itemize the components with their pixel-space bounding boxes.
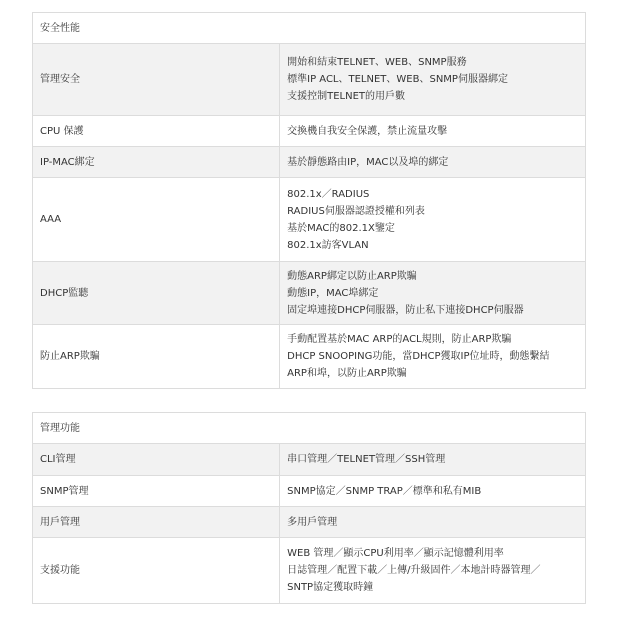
- value-line: 日誌管理／配置下載／上傳/升級固件／本地計時器管理／: [287, 565, 541, 576]
- security-spec-table: [32, 12, 586, 389]
- value-line: 動態ARP綁定以防止ARP欺騙: [287, 270, 417, 282]
- value-line: 多用戶管理: [287, 516, 338, 528]
- management-spec-table: [32, 412, 586, 604]
- table-row: [33, 476, 586, 507]
- value-line: WEB 管理／顯示CPU利用率／顯示記憶體利用率: [287, 548, 504, 559]
- value-line: 固定埠連接DHCP伺服器，防止私下連接DHCP伺服器: [287, 304, 524, 316]
- table-row: [33, 116, 586, 147]
- table-row: [33, 444, 586, 476]
- row-label: 支援功能: [33, 538, 280, 604]
- row-label: SNMP管理: [33, 476, 280, 507]
- row-value: [280, 507, 586, 538]
- row-label: CPU 保護: [33, 116, 280, 147]
- row-value: [280, 178, 586, 262]
- value-line: 支援控制TELNET的用戶數: [287, 91, 406, 102]
- row-value: [280, 538, 586, 604]
- value-line: DHCP SNOOPING功能，當DHCP獲取IP位址時，動態繫結: [287, 351, 550, 362]
- row-value: [280, 325, 586, 389]
- table-row: [33, 507, 586, 538]
- value-line: 標準IP ACL、TELNET、WEB、SNMP伺服器綁定: [287, 74, 508, 85]
- table-row: [33, 44, 586, 116]
- value-line: 交換機自我安全保護，禁止流量攻擊: [287, 125, 448, 137]
- value-line: 手動配置基於MAC ARP的ACL規則，防止ARP欺騙: [287, 334, 512, 345]
- row-value: [280, 262, 586, 325]
- value-line: 802.1x／RADIUS: [287, 188, 370, 200]
- row-value: [280, 147, 586, 178]
- row-label: 管理安全: [33, 44, 280, 116]
- row-label: AAA: [33, 178, 280, 262]
- section-title: 安全性能: [33, 13, 586, 44]
- value-line: SNTP協定獲取時鐘: [287, 582, 374, 593]
- row-value: [280, 444, 586, 476]
- table-header-row: [33, 413, 586, 444]
- row-label: 用戶管理: [33, 507, 280, 538]
- table-row: [33, 325, 586, 389]
- row-value: [280, 44, 586, 116]
- row-value: [280, 116, 586, 147]
- value-line: SNMP協定／SNMP TRAP／標準和私有MIB: [287, 485, 482, 497]
- table-row: [33, 147, 586, 178]
- value-line: 基於MAC的802.1X鑒定: [287, 222, 395, 234]
- value-line: RADIUS伺服器認證授權和列表: [287, 205, 425, 217]
- row-label: DHCP監聽: [33, 262, 280, 325]
- table-row: [33, 538, 586, 604]
- value-line: 開始和結束TELNET、WEB、SNMP服務: [287, 57, 467, 68]
- value-line: 動態IP，MAC埠綁定: [287, 287, 379, 299]
- value-line: ARP和埠，以防止ARP欺騙: [287, 368, 407, 379]
- table-row: [33, 178, 586, 262]
- table-row: [33, 262, 586, 325]
- row-label: IP-MAC綁定: [33, 147, 280, 178]
- row-label: 防止ARP欺騙: [33, 325, 280, 389]
- row-value: [280, 476, 586, 507]
- table-header-row: [33, 13, 586, 44]
- row-label: CLI管理: [33, 444, 280, 476]
- section-title: 管理功能: [33, 413, 586, 444]
- value-line: 基於靜態路由IP，MAC以及埠的綁定: [287, 156, 449, 168]
- value-line: 802.1x訪客VLAN: [287, 239, 369, 251]
- value-line: 串口管理／TELNET管理／SSH管理: [287, 454, 446, 465]
